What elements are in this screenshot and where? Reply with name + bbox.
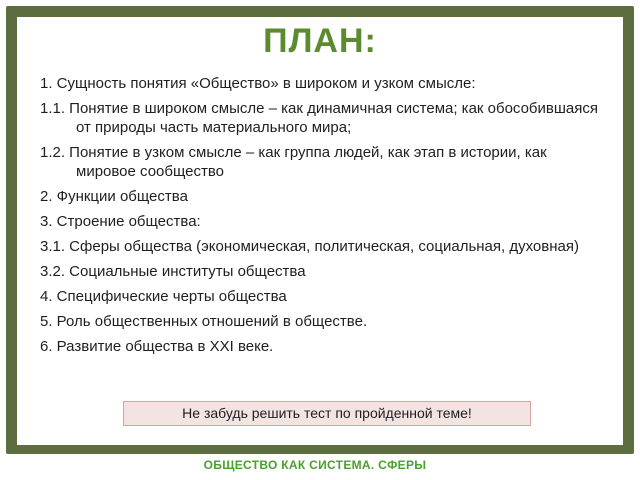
plan-item: 3.1. Сферы общества (экономическая, политическая, социальная, духовная)	[40, 238, 579, 255]
plan-item: 1.2. Понятие в узком смысле – как группа людей, как этап в истории, как мировое сообщество	[40, 144, 547, 180]
plan-item: 3.2. Социальные институты общества	[40, 263, 306, 280]
slide-title: ПЛАН:	[263, 22, 377, 60]
plan-item: 4. Специфические черты общества	[40, 288, 287, 305]
footer-caption: ОБЩЕСТВО КАК СИСТЕМА. СФЕРЫ	[203, 458, 427, 472]
plan-item: 5. Роль общественных отношений в обществе.	[40, 313, 368, 330]
plan-item: 3. Строение общества:	[40, 213, 201, 230]
reminder-banner: Не забудь решить тест по пройденной теме!	[123, 401, 531, 426]
plan-list	[40, 74, 610, 362]
plan-item: 1. Сущность понятия «Общество» в широком и узком смысле:	[40, 75, 476, 92]
plan-item: 2. Функции общества	[40, 188, 188, 205]
plan-item: 6. Развитие общества в XXI веке.	[40, 338, 274, 355]
plan-item: 1.1. Понятие в широком смысле – как динамичная система; как обособившаяся от природы часть материального мира;	[40, 100, 598, 136]
